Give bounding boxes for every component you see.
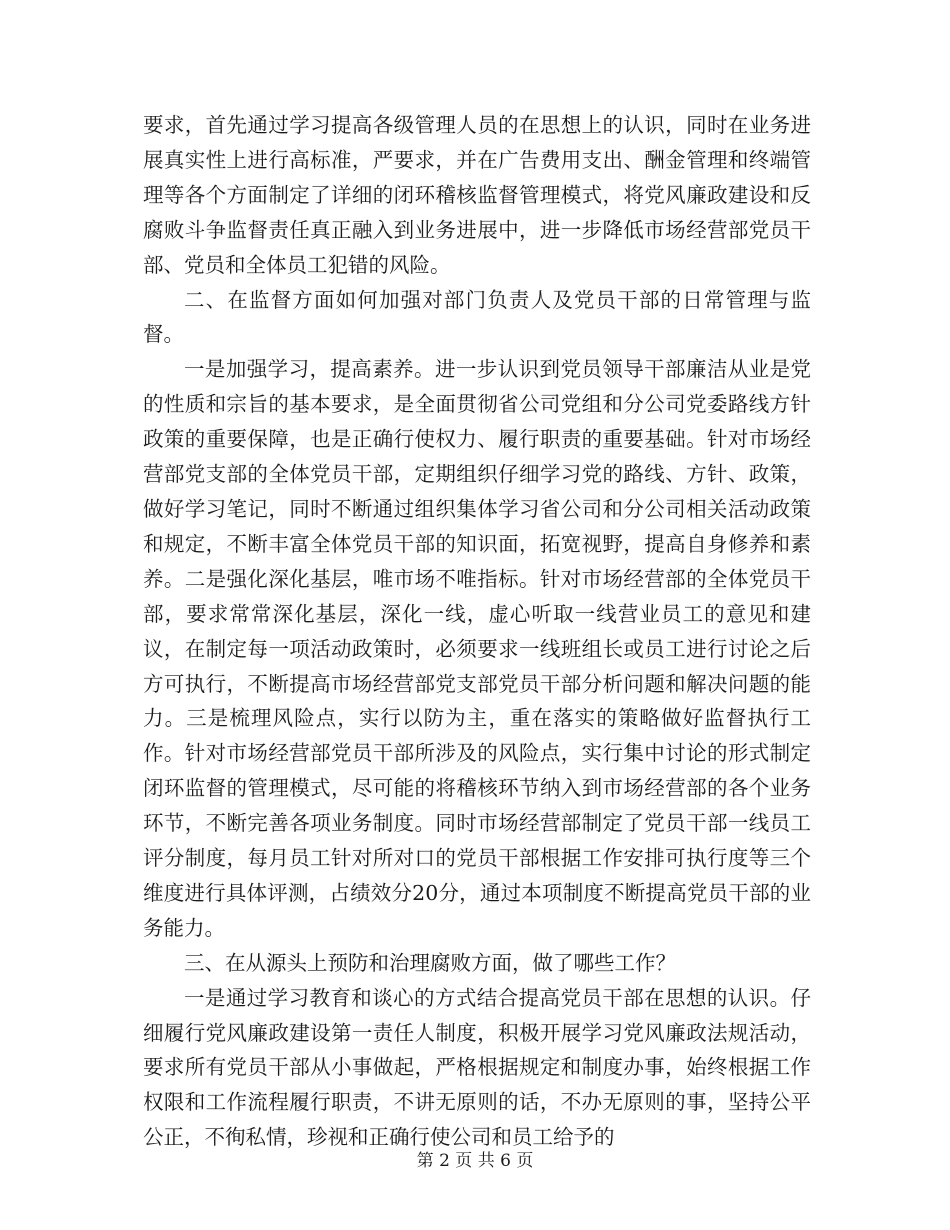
paragraph-continuation: 要求，首先通过学习提高各级管理人员的在思想上的认识，同时在业务进展真实性上进行高标准，严要求，并在广告费用支出、酬金管理和终端管理等各个方面制定了详细的闭环稽核监督管理模式，将党风廉政建设和反腐败斗争监督责任真正融入到业务进展中，进一步降低市场经营部党员干部、党员和全体员工犯错的风险。 <box>143 113 811 277</box>
section-heading-two: 二、在监督方面如何加强对部门负责人及党员干部的日常管理与监督。 <box>143 287 811 347</box>
section-heading-three: 三、在从源头上预防和治理腐败方面，做了哪些工作？ <box>184 950 676 975</box>
paragraph-supervision: 一是加强学习，提高素养。进一步认识到党员领导干部廉洁从业是党的性质和宗旨的基本要求，是全面贯彻省公司党组和分公司党委路线方针政策的重要保障，也是正确行使权力、履行职责的重要基础。针对市场经营部党支部的全体党员干部，定期组织仔细学习党的路线、方针、政策，做好学习笔记，同时不断通过组织集体学习省公司和分公司相关活动政策和规定，不断丰富全体党员干部的知识面，拓宽视野，提高自身修养和素养。二是强化深化基层，唯市场不唯指标。针对市场经营部的全体党员干部，要求常常深化基层，深化一线，虚心听取一线营业员工的意见和建议，在制定每一项活动政策时，必须要求一线班组长或员工进行讨论之后方可执行，不断提高市场经营部党支部党员干部分析问题和解决问题的能力。三是梳理风险点，实行以防为主，重在落实的策略做好监督执行工作。针对市场经营部党员干部所涉及的风险点，实行集中讨论的形式制定闭环监督的管理模式，尽可能的将稽核环节纳入到市场经营部的各个业务环节，不断完善各项业务制度。同时市场经营部制定了党员干部一线员工评分制度，每月员工针对所对口的党员干部根据工作安排可执行度等三个维度进行具体评测，占绩效分20分，通过本项制度不断提高党员干部的业务能力。 <box>143 357 811 940</box>
page-number-footer: 第 2 页 共 6 页 <box>416 1151 534 1171</box>
paragraph-prevention: 一是通过学习教育和谈心的方式结合提高党员干部在思想的认识。仔细履行党风廉政建设第一责任人制度，积极开展学习党风廉政法规活动，要求所有党员干部从小事做起，严格根据规定和制度办事，始终根据工作权限和工作流程履行职责，不讲无原则的话，不办无原则的事，坚持公平公正，不徇私情，珍视和正确行使公司和员工给予的 <box>143 985 811 1150</box>
document-body <box>143 108 811 1155</box>
